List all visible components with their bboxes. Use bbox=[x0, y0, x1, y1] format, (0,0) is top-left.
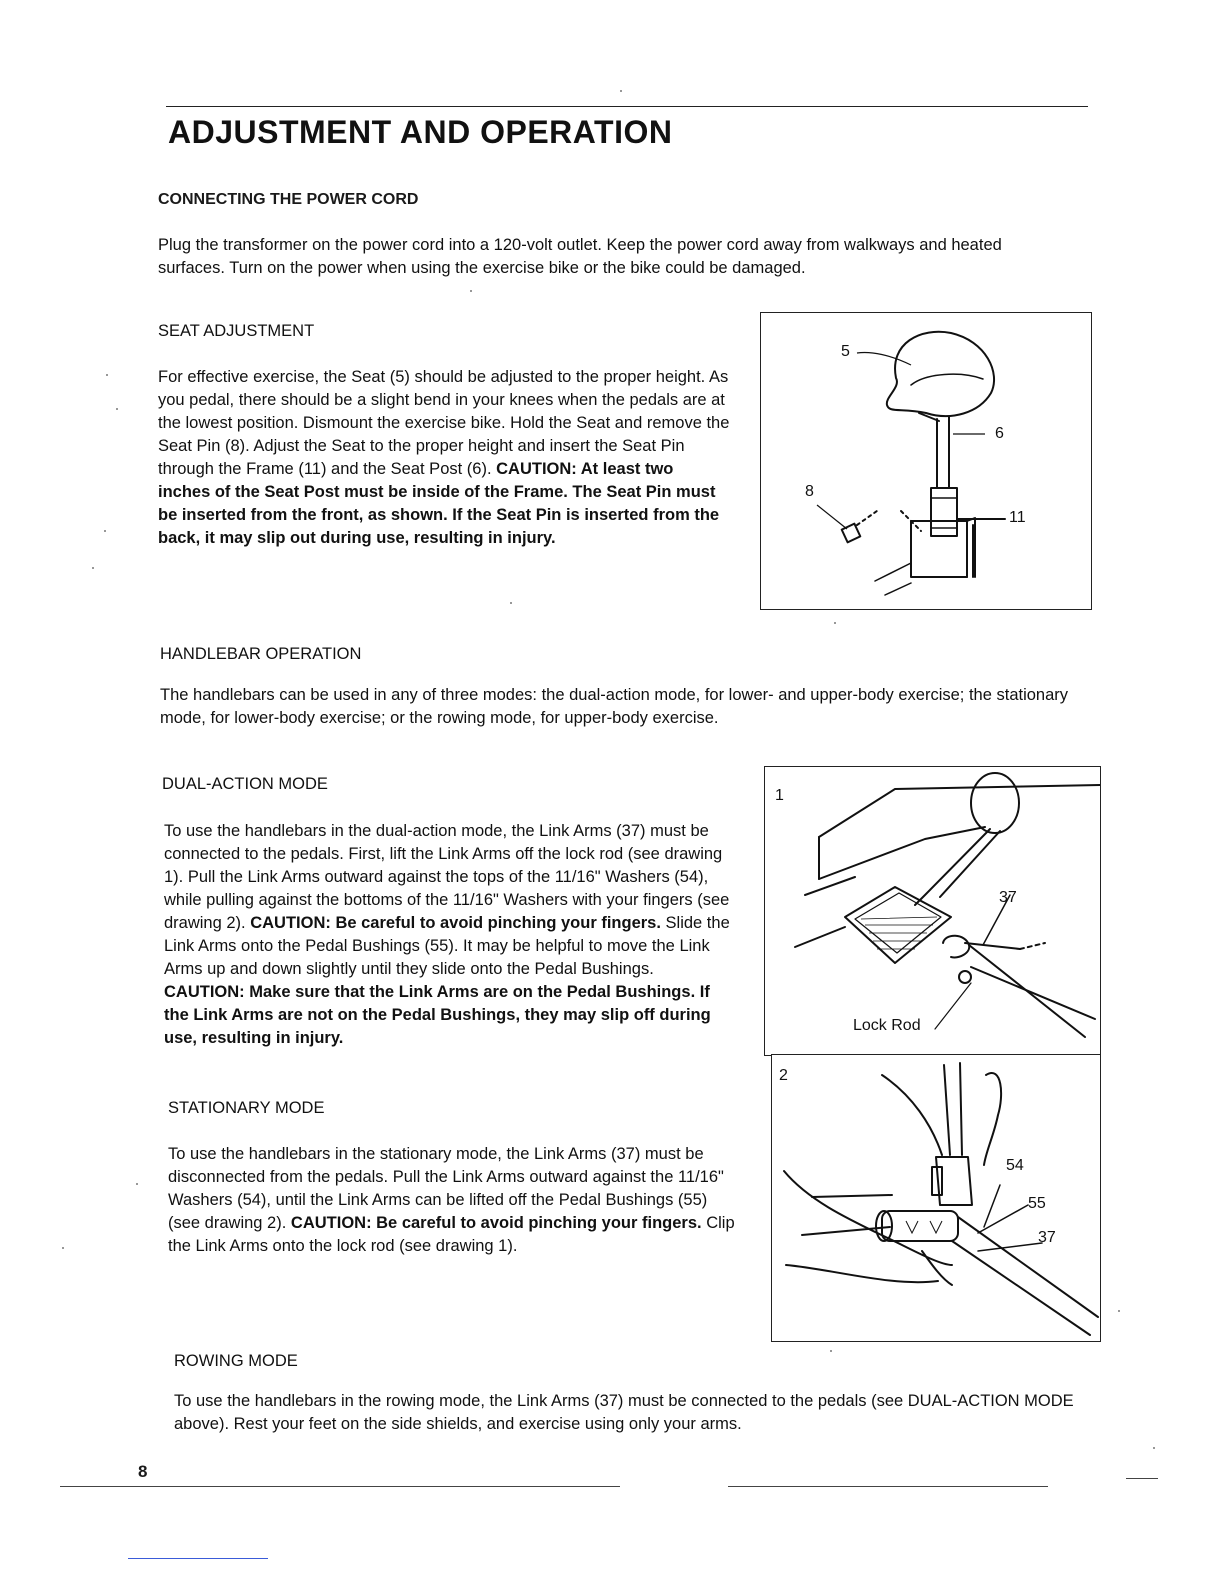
stationary-body-a: To use the handlebars in the stationary mode, the Link Arms (37) must be disconnected from the pedals. Pull the Link Arms outward against the 11/16" Washers (54), until the Link Arms can be lifted off the Pedal Bushings (55) (see drawing 2). bbox=[168, 1145, 724, 1232]
seat-drawing bbox=[761, 313, 1091, 609]
seat-body: For effective exercise, the Seat (5) should be adjusted to the proper height. As you pedal, there should be a slight bend in your knees when the pedals are at the lowest position. Dismount the exercise bike. Hold the Seat and remove the Seat Pin (8). Adjust the Seat to the proper height and insert the Seat Pin through the Frame (11) and the Seat Post (6). bbox=[158, 368, 730, 478]
dual-action-caution-b: CAUTION: Make sure that the Link Arms are on the Pedal Bushings. If the Link Arms are not on the Pedal Bushings, they may slip off during use, resulting in injury. bbox=[164, 983, 711, 1047]
seat-caution: CAUTION: At least two inches of the Seat Post must be inside of the Frame. The Seat Pin must be inserted from the front, as shown. If the Seat Pin is inserted from the back, it may slip out during use, resulting in injury. bbox=[158, 460, 720, 547]
stationary-body-b: Clip the Link Arms onto the lock rod (see drawing 1). bbox=[168, 1214, 735, 1255]
drawing-2 bbox=[771, 1054, 1101, 1342]
drawing-1-number: 1 bbox=[775, 787, 784, 804]
pedal-drawing bbox=[765, 767, 1100, 1055]
seat-text bbox=[158, 366, 730, 550]
rowing-text: To use the handlebars in the rowing mode, the Link Arms (37) must be connected to the pedals (see DUAL-ACTION MODE above). Rest your feet on the side shields, and exercise using only your arms. bbox=[174, 1392, 1074, 1433]
page-title: ADJUSTMENT AND OPERATION bbox=[168, 114, 673, 150]
washer-drawing bbox=[772, 1055, 1100, 1341]
drawing-1-lock-rod-label: Lock Rod bbox=[853, 1017, 921, 1034]
drawing-2-washer-label: 54 bbox=[1006, 1157, 1024, 1174]
seat-pin-label: 8 bbox=[805, 483, 814, 500]
header-rule bbox=[166, 106, 1088, 107]
footer-rule-left bbox=[60, 1486, 620, 1487]
seat-figure bbox=[760, 312, 1092, 610]
footer-link-rule bbox=[128, 1558, 268, 1559]
drawing-2-number: 2 bbox=[779, 1067, 788, 1084]
drawing-1-link-arm-label: 37 bbox=[999, 889, 1017, 906]
stationary-caution: CAUTION: Be careful to avoid pinching your fingers. bbox=[290, 1214, 702, 1232]
seat-label: 5 bbox=[841, 343, 850, 360]
handlebar-text: The handlebars can be used in any of three modes: the dual-action mode, for lower- and upper-body exercise; the stationary mode, for lower-body exercise; or the rowing mode, for upper-body exercise. bbox=[160, 686, 1069, 727]
frame-label: 11 bbox=[1009, 509, 1026, 526]
footer-rule-right bbox=[728, 1486, 1048, 1487]
dual-action-heading: DUAL-ACTION MODE bbox=[162, 775, 328, 793]
seat-heading: SEAT ADJUSTMENT bbox=[158, 322, 315, 340]
drawing-2-bushing-label: 55 bbox=[1028, 1195, 1046, 1212]
power-cord-heading: CONNECTING THE POWER CORD bbox=[158, 191, 419, 208]
seat-post-label: 6 bbox=[995, 425, 1004, 442]
rowing-heading: ROWING MODE bbox=[174, 1352, 298, 1370]
drawing-1 bbox=[764, 766, 1101, 1056]
stationary-text bbox=[168, 1143, 743, 1258]
dual-action-body-b: Slide the Link Arms onto the Pedal Bushings (55). It may be helpful to move the Link Arms up and down slightly until they slide onto the Pedal Bushings. bbox=[164, 914, 730, 978]
page-number: 8 bbox=[138, 1462, 148, 1481]
dual-action-caution-a: CAUTION: Be careful to avoid pinching your fingers. bbox=[250, 914, 661, 932]
power-cord-text: Plug the transformer on the power cord into a 120-volt outlet. Keep the power cord away from walkways and heated surfaces. Turn on the power when using the exercise bike or the bike could be damaged. bbox=[158, 236, 1002, 277]
dual-action-text bbox=[164, 820, 736, 1050]
drawing-2-link-arm-label: 37 bbox=[1038, 1229, 1056, 1246]
dual-action-body-a: To use the handlebars in the dual-action mode, the Link Arms (37) must be connected to the pedals. First, lift the Link Arms off the lock rod (see drawing 1). Pull the Link Arms outward against the tops of the 11/16" Washers (54), while pulling against the bottoms of the 11/16" Washers with your fingers (see drawing 2). bbox=[164, 822, 730, 932]
footer-rule-far-right bbox=[1126, 1478, 1158, 1479]
stationary-heading: STATIONARY MODE bbox=[168, 1099, 325, 1117]
handlebar-heading: HANDLEBAR OPERATION bbox=[160, 645, 362, 663]
